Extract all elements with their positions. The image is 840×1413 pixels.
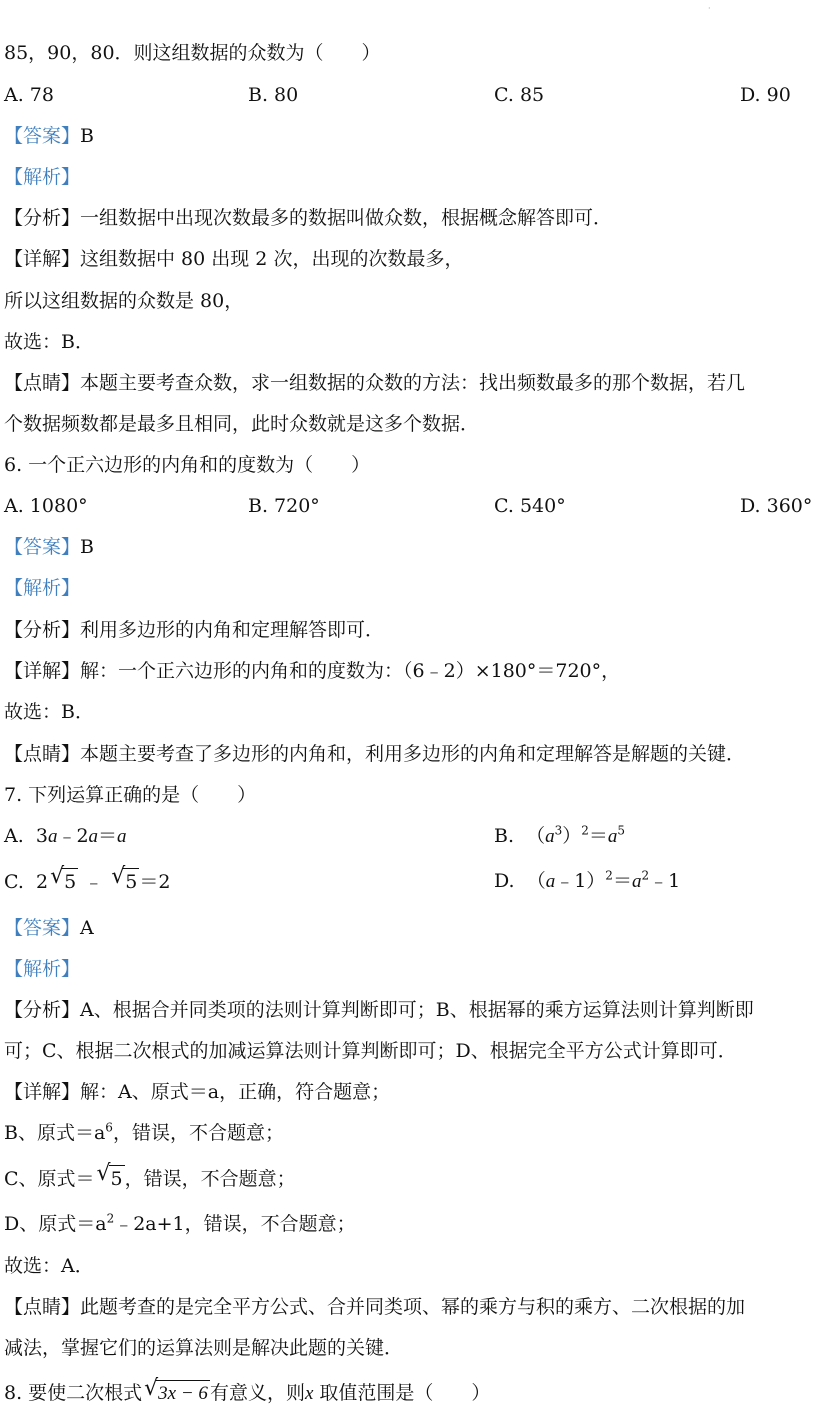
q6-option-a: A. 1080°	[4, 495, 88, 517]
q6-stem: 6. 一个正六边形的内角和的度数为（ ）	[4, 454, 371, 476]
xiangjie-b-post: ，错误，不合题意；	[112, 1122, 284, 1144]
xiangjie-d-post: ﹣2a+1，错误，不合题意；	[114, 1213, 356, 1235]
xiangjie-b-pre: B、原式＝a	[4, 1122, 106, 1144]
q7-analysis-tag	[4, 956, 80, 982]
dianjing-tag: 【点睛】	[4, 1296, 81, 1318]
q7-option-c: C. 2 √ 5 ﹣ √ 5 ＝2	[4, 864, 171, 893]
sqrt-5: √ 5	[96, 1161, 123, 1190]
answer-value: B	[80, 125, 94, 147]
q5-dianjing-2: 个数据频数都是最多且相同，此时众数就是这多个数据．	[4, 413, 480, 435]
q7-choose: 故选：A．	[4, 1255, 94, 1277]
q6-option-b: B. 720°	[248, 495, 320, 517]
radicand: 3x − 6	[156, 1380, 210, 1407]
answer-value: A	[80, 917, 94, 939]
sqrt-5: √ 5	[111, 864, 138, 893]
q5-option-c: C. 85	[494, 84, 545, 106]
variable-x: x	[304, 1383, 314, 1404]
xiangjie-d-pre: D、原式＝a	[4, 1213, 107, 1235]
xiangjie-text: 这组数据中 80 出现 2 次，出现的次数最多，	[80, 248, 464, 270]
xiangjie-text: 解：A、原式＝a，正确，符合题意；	[80, 1081, 391, 1103]
q6-answer	[4, 534, 94, 560]
q7-xiangjie-d	[4, 1211, 356, 1237]
q6-option-c: C. 540°	[494, 495, 566, 517]
q7-xiangjie-c	[4, 1161, 296, 1192]
fenxi-text: 一组数据中出现次数最多的数据叫做众数，根据概念解答即可．	[80, 207, 613, 229]
fenxi-text: A、根据合并同类项的法则计算判断即可；B、根据幂的乘方运算法则计算判断即	[80, 999, 754, 1021]
xiangjie-text: 解：一个正六边形的内角和的度数为：（6﹣2）×180°＝720°，	[80, 660, 621, 682]
q5-xiangjie-2: 所以这组数据的众数是 80，	[4, 290, 244, 312]
q8-stem-mid: 有意义，则	[209, 1382, 305, 1404]
analysis-tag: 【解析】	[4, 958, 81, 980]
dianjing-text: 此题考查的是完全平方公式、合并同类项、幂的乘方与积的乘方、二次根据的加	[80, 1296, 746, 1318]
q6-fenxi	[4, 617, 384, 643]
q6-option-d: D. 360°	[740, 495, 813, 517]
analysis-tag: 【解析】	[4, 577, 81, 599]
q5-analysis-tag	[4, 164, 80, 190]
q5-dianjing-1	[4, 370, 745, 396]
q7-stem: 7. 下列运算正确的是（ ）	[4, 784, 257, 806]
dianjing-tag: 【点睛】	[4, 743, 81, 765]
scan-dot: ·	[708, 4, 711, 13]
xiangjie-c-pre: C、原式＝	[4, 1168, 95, 1190]
q7-xiangjie-b	[4, 1120, 284, 1146]
q7-fenxi-1	[4, 997, 754, 1023]
fenxi-tag: 【分析】	[4, 207, 81, 229]
answer-tag: 【答案】	[4, 536, 81, 558]
q5-fenxi	[4, 205, 612, 231]
option-label: D.	[494, 870, 515, 892]
q7-answer	[4, 915, 94, 941]
q5-stem: 85，90，80．则这组数据的众数为（ ）	[4, 42, 381, 64]
fenxi-text: 利用多边形的内角和定理解答即可．	[80, 619, 385, 641]
q6-dianjing	[4, 741, 745, 767]
option-label: B.	[494, 825, 515, 847]
exponent: 6	[105, 1120, 113, 1135]
q7-option-a: A. 3a﹣2a＝a	[4, 825, 127, 847]
sqrt-5: √ 5	[50, 864, 77, 893]
sqrt-radicand: √ 3x − 6	[144, 1380, 210, 1407]
xiangjie-tag: 【详解】	[4, 1081, 81, 1103]
option-label: A.	[4, 825, 24, 847]
exponent: 2	[106, 1211, 115, 1226]
answer-tag: 【答案】	[4, 917, 81, 939]
q8-stem	[4, 1376, 491, 1407]
answer-tag: 【答案】	[4, 125, 81, 147]
q6-analysis-tag	[4, 575, 80, 601]
q7-option-b: B. $(a^3)^2=a^5$	[494, 823, 626, 847]
q8-stem-post: 取值范围是（ ）	[313, 1382, 491, 1404]
fenxi-tag: 【分析】	[4, 619, 81, 641]
option-label: C.	[4, 871, 24, 893]
q7-xiangjie-a	[4, 1079, 390, 1105]
q5-answer	[4, 123, 94, 149]
q6-xiangjie	[4, 658, 620, 684]
xiangjie-tag: 【详解】	[4, 248, 81, 270]
q5-option-d: D. 90	[740, 84, 791, 106]
q7-dianjing-2: 减法，掌握它们的运算法则是解决此题的关键．	[4, 1337, 404, 1359]
answer-value: B	[80, 536, 94, 558]
q7-option-d: D. $(a﹣1)^2=a^2﹣1$	[494, 868, 681, 892]
dianjing-tag: 【点睛】	[4, 372, 81, 394]
xiangjie-tag: 【详解】	[4, 660, 81, 682]
analysis-tag: 【解析】	[4, 166, 81, 188]
q5-xiangjie-1	[4, 246, 463, 272]
q7-dianjing-1	[4, 1294, 745, 1320]
q5-choose: 故选：B．	[4, 331, 94, 353]
dianjing-text: 本题主要考查了多边形的内角和，利用多边形的内角和定理解答是解题的关键．	[80, 743, 746, 765]
q5-option-a: A. 78	[4, 84, 54, 106]
xiangjie-c-post: ，错误，不合题意；	[124, 1168, 296, 1190]
fenxi-tag: 【分析】	[4, 999, 81, 1021]
q6-choose: 故选：B．	[4, 701, 94, 723]
dianjing-text: 本题主要考查众数，求一组数据的众数的方法：找出频数最多的那个数据，若几	[80, 372, 746, 394]
q7-fenxi-2: 可；C、根据二次根式的加减运算法则计算判断即可；D、根据完全平方公式计算即可．	[4, 1040, 737, 1062]
q8-stem-pre: 8. 要使二次根式	[4, 1382, 143, 1404]
q5-option-b: B. 80	[248, 84, 299, 106]
